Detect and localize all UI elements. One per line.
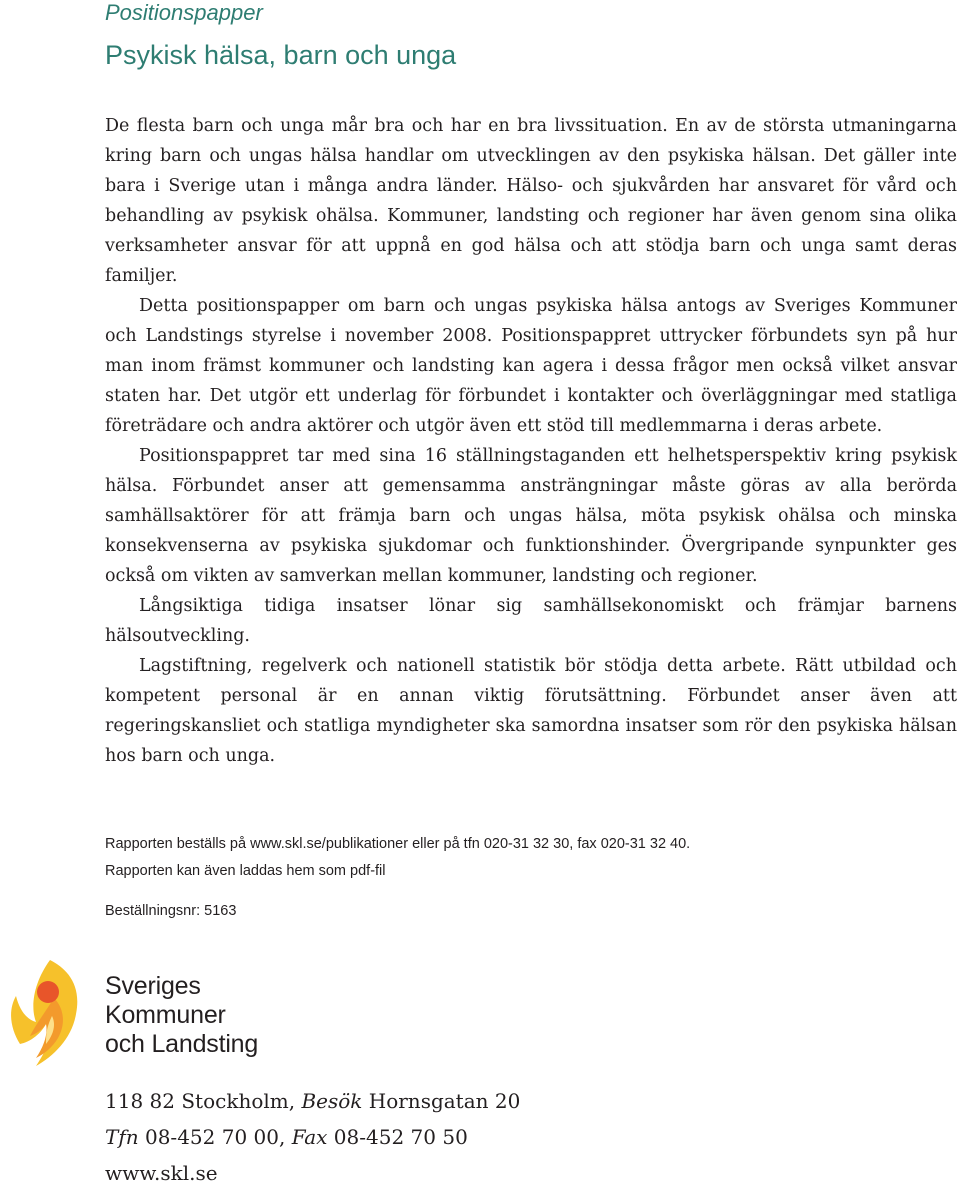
org-name-line: Sveriges (105, 972, 201, 1000)
paragraph: Detta positionspapper om barn och ungas psykiska hälsa antogs av Sveriges Kommuner och Landstings styrelse i november 2008. Positionspappret uttrycker förbundets syn på hur man inom främst kommuner och landsting kan agera i dessa frågor men också vilket ansvar staten har. Det utgör ett underlag för förbundet i kontakter och överläggningar med statliga företrädare och andra aktörer och utgör även ett stöd till medlemmarna i deras arbete. (105, 296, 957, 436)
order-number: Beställningsnr: 5163 (105, 903, 237, 919)
visit-address: Hornsgatan 20 (368, 1089, 521, 1113)
skl-logo-icon (6, 958, 86, 1068)
visit-label: Besök (301, 1089, 363, 1113)
download-line: Rapporten kan även laddas hem som pdf-fil (105, 863, 386, 879)
contact-block (105, 1083, 520, 1191)
website-link[interactable]: www.skl.se (105, 1161, 218, 1185)
organization-name (105, 972, 258, 1059)
paragraph: De flesta barn och unga mår bra och har en bra livssituation. En av de största utmaningarna kring barn och ungas hälsa handlar om utvecklingen av den psykiska hälsan. Det gäller inte bara i Sverige utan i många andra länder. Hälso- och sjukvården har ansvaret för vård och behandling av psykisk ohälsa. Kommuner, landsting och regioner har även genom sina olika verksamheter ansvar för att uppnå en god hälsa och att stödja barn och unga samt deras familjer. (105, 116, 957, 286)
ordering-line: Rapporten beställs på www.skl.se/publikationer eller på tfn 020-31 32 30, fax 020-31 32 40. (105, 836, 691, 852)
address-line (105, 1083, 520, 1119)
document-kicker: Positionspapper (105, 0, 263, 25)
body-text (105, 111, 957, 771)
logo-head (37, 981, 59, 1003)
org-name-line: och Landsting (105, 1030, 259, 1058)
phone-line (105, 1119, 520, 1155)
phone-label: Tfn (105, 1125, 139, 1149)
fax-label: Fax (291, 1125, 328, 1149)
paragraph: Positionspappret tar med sina 16 ställningstaganden ett helhetsperspektiv kring psykisk hälsa. Förbundet anser att gemensamma ansträngningar måste göras av alla berörda samhällsaktörer för att främja barn och ungas hälsa, möta psykisk ohälsa och minska konsekvenserna av psykiska sjukdomar och funktionshinder. Övergripande synpunkter ges också om vikten av samverkan mellan kommuner, landsting och regioner. (105, 446, 957, 586)
paragraph: Långsiktiga tidiga insatser lönar sig samhällsekonomiskt och främjar barnens hälsoutveckling. (105, 596, 957, 646)
postal-address: 118 82 Stockholm, (105, 1089, 296, 1113)
fax-number: 08-452 70 50 (333, 1125, 468, 1149)
ordering-info (105, 831, 690, 925)
paragraph: Lagstiftning, regelverk och nationell statistik bör stödja detta arbete. Rätt utbildad och kompetent personal är en annan viktig förutsättning. Förbundet anser även att regeringskansliet och statliga myndigheter ska samordna insatser som rör den psykiska hälsan hos barn och unga. (105, 656, 957, 766)
org-name-line: Kommuner (105, 1001, 226, 1029)
phone-number: 08-452 70 00, (144, 1125, 286, 1149)
document-title: Psykisk hälsa, barn och unga (105, 40, 457, 70)
